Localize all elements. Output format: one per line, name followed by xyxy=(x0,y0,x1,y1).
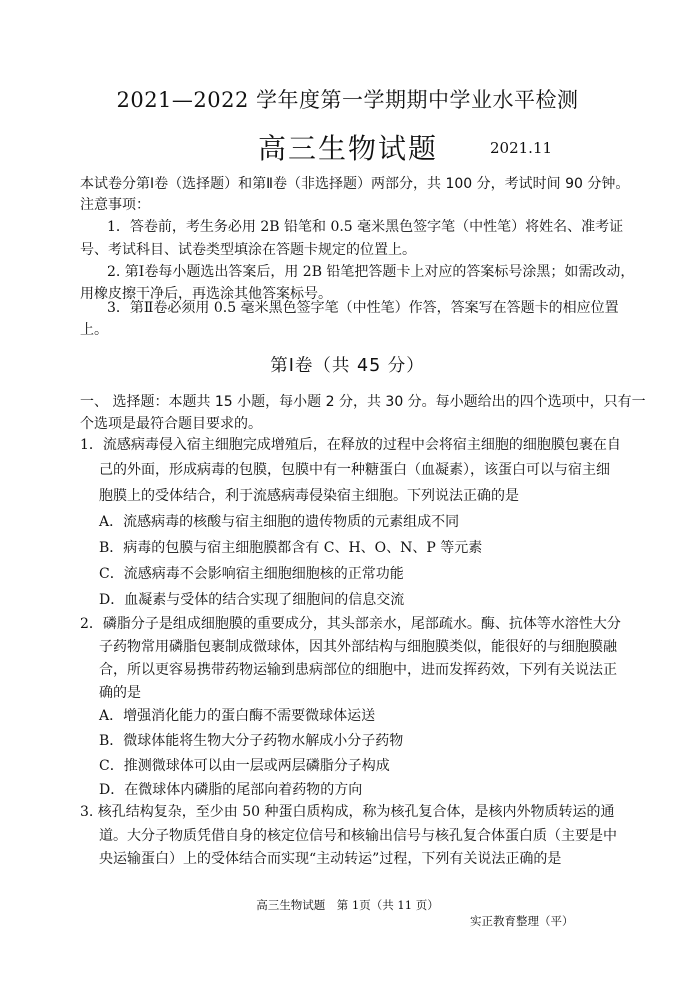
question-1-stem: 1．流感病毒侵入宿主细胞完成增殖后，在释放的过程中会将宿主细胞的细胞膜包裹在自 xyxy=(80,437,621,453)
notice-item-3-cont: 上。 xyxy=(80,322,108,338)
question-2-option-d: D．在微球体内磷脂的尾部向着药物的方向 xyxy=(99,782,363,798)
question-2-stem: 2．磷脂分子是组成细胞膜的重要成分，其头部亲水，尾部疏水。酶、抗体等水溶性大分 xyxy=(80,616,621,632)
instructions-intro: 本试卷分第Ⅰ卷（选择题）和第Ⅱ卷（非选择题）两部分，共 100 分，考试时间 90 分钟。 xyxy=(80,176,630,192)
question-3-stem-cont: 央运输蛋白）上的受体结合而实现“主动转运”过程，下列有关说法正确的是 xyxy=(99,851,562,867)
section-title: 第Ⅰ卷（共 45 分） xyxy=(270,356,425,376)
question-1-option-c: C．流感病毒不会影响宿主细胞细胞核的正常功能 xyxy=(99,566,404,582)
question-2-option-a: A．增强消化能力的蛋白酶不需要微球体运送 xyxy=(99,708,376,724)
question-1-option-d: D．血凝素与受体的结合实现了细胞间的信息交流 xyxy=(99,592,405,608)
page-footer: 高三生物试题 第 1页（共 11 页） xyxy=(256,898,439,912)
subject-title: 高三生物试题 xyxy=(258,132,439,165)
question-2-option-c: C．推测微球体可以由一层或两层磷脂分子构成 xyxy=(99,758,390,774)
question-1-stem-cont: 己的外面，形成病毒的包膜，包膜中有一种糖蛋白（血凝素），该蛋白可以与宿主细 xyxy=(99,462,610,478)
notice-item-2-cont: 用橡皮擦干净后，再选涂其他答案标号。 xyxy=(80,286,332,302)
question-2-stem-cont: 确的是 xyxy=(99,685,141,701)
section-desc-cont: 个选项是最符合题目要求的。 xyxy=(80,416,262,432)
exam-date: 2021.11 xyxy=(490,139,553,157)
section-desc: 一、 选择题：本题共 15 小题，每小题 2 分，共 30 分。每小题给出的四个选项中，只有一 xyxy=(80,394,646,410)
notice-item-2: 2. 第Ⅰ卷每小题选出答案后，用 2B 铅笔把答题卡上对应的答案标号涂黑；如需改动， xyxy=(107,264,635,280)
question-1-option-a: A．流感病毒的核酸与宿主细胞的遗传物质的元素组成不同 xyxy=(99,514,460,530)
question-3-stem-cont: 道。大分子物质凭借自身的核定位信号和核输出信号与核孔复合体蛋白质（主要是中 xyxy=(99,828,617,844)
notice-label: 注意事项： xyxy=(80,197,150,213)
notice-item-1-cont: 号、考试科目、试卷类型填涂在答题卡规定的位置上。 xyxy=(80,242,416,258)
exam-title: 2021—2022 学年度第一学期期中学业水平检测 xyxy=(116,88,579,112)
question-1-stem-cont: 胞膜上的受体结合，利于流感病毒侵染宿主细胞。下列说法正确的是 xyxy=(99,488,519,504)
notice-item-1: 1．答卷前，考生务必用 2B 铅笔和 0.5 毫米黑色签字笔（中性笔）将姓名、准考证 xyxy=(107,219,624,235)
question-1-option-b: B．病毒的包膜与宿主细胞膜都含有 C、H、O、N、P 等元素 xyxy=(99,540,483,556)
question-2-option-b: B．微球体能将生物大分子药物水解成小分子药物 xyxy=(99,733,404,749)
question-3-stem: 3. 核孔结构复杂，至少由 50 种蛋白质构成，称为核孔复合体，是核内外物质转运的通 xyxy=(80,804,615,820)
source-note: 实正教育整理（平） xyxy=(470,914,574,928)
notice-item-3: 3．第Ⅱ卷必须用 0.5 毫米黑色签字笔（中性笔）作答，答案写在答题卡的相应位置 xyxy=(107,300,619,316)
question-2-stem-cont: 子药物常用磷脂包裹制成微球体，因其外部结构与细胞膜类似，能很好的与细胞膜融 xyxy=(99,639,617,655)
question-2-stem-cont: 合，所以更容易携带药物运输到患病部位的细胞中，进而发挥药效，下列有关说法正 xyxy=(99,662,617,678)
